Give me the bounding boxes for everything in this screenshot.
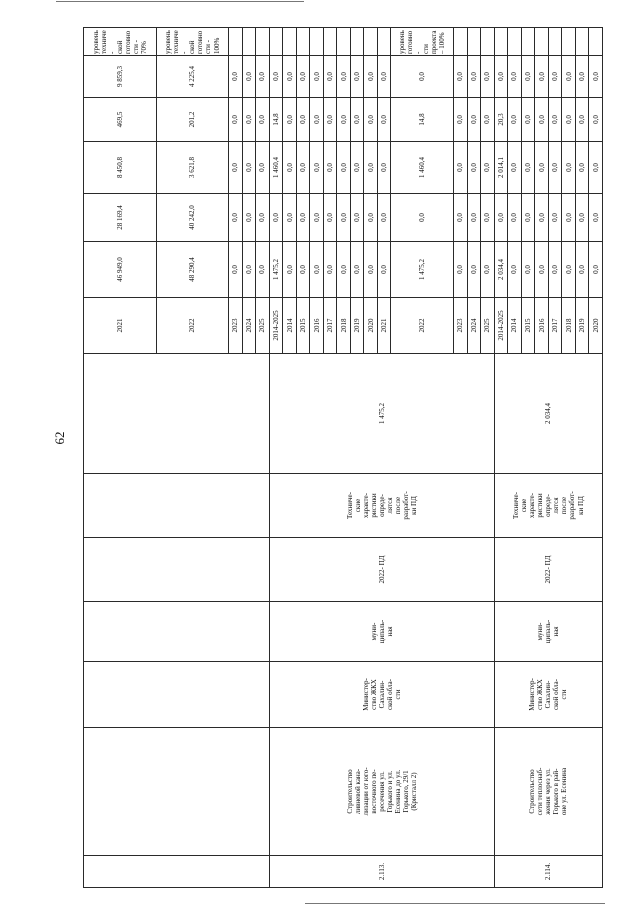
amount-cell: 0,0 — [296, 98, 310, 142]
amount-cell: 0,0 — [391, 194, 454, 242]
year-cell: 2020 — [589, 298, 603, 354]
amount-cell: 0,0 — [481, 98, 495, 142]
table-row — [269, 28, 283, 888]
note-cell — [283, 28, 297, 56]
page-number: 62 — [52, 431, 67, 445]
amount-cell: 0,0 — [454, 194, 468, 242]
note-cell — [256, 28, 270, 56]
year-cell: 2016 — [310, 298, 324, 354]
table-row — [84, 28, 157, 888]
amount-cell: 201,2 — [156, 98, 229, 142]
amount-cell: 0,0 — [575, 56, 589, 98]
amount-cell: 0,0 — [350, 242, 364, 298]
note-cell — [589, 28, 603, 56]
amount-cell: 0,0 — [323, 194, 337, 242]
amount-cell: 0,0 — [589, 142, 603, 194]
year-cell: 2023 — [454, 298, 468, 354]
program-table — [83, 27, 603, 888]
year-cell: 2015 — [521, 298, 535, 354]
amount-cell: 0,0 — [454, 56, 468, 98]
amount-cell: 0,0 — [283, 194, 297, 242]
amount-cell: 0,0 — [562, 56, 576, 98]
item-period: 2022- ПД — [494, 538, 602, 602]
amount-cell: 2 034,4 — [494, 242, 508, 298]
amount-cell: 0,0 — [391, 56, 454, 98]
note-cell — [337, 28, 351, 56]
item-number: 2.113. — [269, 856, 494, 888]
amount-cell: 0,0 — [296, 194, 310, 242]
amount-cell: 0,0 — [467, 98, 481, 142]
note-cell — [242, 28, 256, 56]
amount-cell: 0,0 — [508, 242, 522, 298]
note-cell — [508, 28, 522, 56]
amount-cell: 0,0 — [283, 242, 297, 298]
year-cell: 2014-2025 — [269, 298, 283, 354]
amount-cell: 28 169,4 — [84, 194, 157, 242]
amount-cell: 0,0 — [242, 242, 256, 298]
amount-cell: 0,0 — [350, 98, 364, 142]
year-cell: 2014-2025 — [494, 298, 508, 354]
table-row — [494, 28, 508, 888]
amount-cell: 0,0 — [548, 194, 562, 242]
top-rule — [56, 1, 304, 2]
note-cell: уровень техниче- ской готовности - 70% — [84, 28, 157, 56]
year-cell: 2014 — [283, 298, 297, 354]
note-cell — [269, 28, 283, 56]
amount-cell: 0,0 — [508, 142, 522, 194]
note-cell: уровень техниче- ской готовности - 100% — [156, 28, 229, 56]
amount-cell: 0,0 — [350, 142, 364, 194]
amount-cell: 0,0 — [283, 98, 297, 142]
amount-cell: 1 475,2 — [269, 242, 283, 298]
amount-cell: 0,0 — [377, 242, 391, 298]
note-cell — [481, 28, 495, 56]
amount-cell: 8 450,8 — [84, 142, 157, 194]
amount-cell: 0,0 — [323, 56, 337, 98]
amount-cell: 0,0 — [229, 98, 243, 142]
amount-cell: 0,0 — [535, 194, 549, 242]
amount-cell: 14,8 — [391, 98, 454, 142]
amount-cell: 0,0 — [535, 56, 549, 98]
year-cell: 2025 — [256, 298, 270, 354]
amount-cell: 0,0 — [337, 142, 351, 194]
year-cell: 2019 — [575, 298, 589, 354]
item-specs: Техниче- ские характе- ристики опреде- лятся после разработ- ки ПД — [494, 474, 602, 538]
note-cell — [296, 28, 310, 56]
year-cell: 2019 — [350, 298, 364, 354]
amount-cell: 0,0 — [283, 142, 297, 194]
amount-cell: 0,0 — [589, 98, 603, 142]
amount-cell: 0,0 — [310, 98, 324, 142]
amount-cell: 0,0 — [364, 142, 378, 194]
amount-cell: 0,0 — [494, 56, 508, 98]
amount-cell: 0,0 — [562, 242, 576, 298]
note-cell — [229, 28, 243, 56]
amount-cell: 0,0 — [454, 98, 468, 142]
note-cell — [377, 28, 391, 56]
amount-cell: 0,0 — [310, 242, 324, 298]
amount-cell: 0,0 — [454, 242, 468, 298]
year-cell: 2016 — [535, 298, 549, 354]
item-customer: Министер- ство ЖКХ Сахалин- ской обла- сти — [269, 662, 494, 728]
note-cell — [323, 28, 337, 56]
amount-cell: 0,0 — [454, 142, 468, 194]
amount-cell: 0,0 — [256, 98, 270, 142]
amount-cell: 0,0 — [521, 98, 535, 142]
year-cell: 2014 — [508, 298, 522, 354]
amount-cell: 0,0 — [229, 242, 243, 298]
cost-cell — [84, 354, 270, 474]
amount-cell: 0,0 — [575, 142, 589, 194]
amount-cell: 0,0 — [310, 142, 324, 194]
note-cell — [535, 28, 549, 56]
amount-cell: 20,3 — [494, 98, 508, 142]
item-number: 2.114. — [494, 856, 602, 888]
amount-cell: 0,0 — [521, 242, 535, 298]
amount-cell: 0,0 — [256, 56, 270, 98]
item-customer: Министер- ство ЖКХ Сахалин- ской обла- сти — [494, 662, 602, 728]
amount-cell: 0,0 — [562, 98, 576, 142]
note-cell — [562, 28, 576, 56]
amount-cell: 0,0 — [575, 242, 589, 298]
year-cell: 2015 — [296, 298, 310, 354]
name-cell — [84, 728, 270, 856]
note-cell: уровень готовно- сти проекта – 100% — [391, 28, 454, 56]
year-cell: 2022 — [156, 298, 229, 354]
amount-cell: 0,0 — [481, 142, 495, 194]
amount-cell: 469,5 — [84, 98, 157, 142]
year-cell: 2025 — [481, 298, 495, 354]
customer-cell — [84, 662, 270, 728]
year-cell: 2024 — [242, 298, 256, 354]
amount-cell: 0,0 — [575, 98, 589, 142]
amount-cell: 0,0 — [242, 98, 256, 142]
amount-cell: 0,0 — [562, 194, 576, 242]
amount-cell: 0,0 — [535, 142, 549, 194]
amount-cell: 0,0 — [481, 242, 495, 298]
table-body — [84, 28, 603, 888]
specs-cell — [84, 474, 270, 538]
note-cell — [454, 28, 468, 56]
amount-cell: 0,0 — [508, 56, 522, 98]
amount-cell: 0,0 — [229, 56, 243, 98]
amount-cell: 0,0 — [364, 194, 378, 242]
amount-cell: 0,0 — [521, 194, 535, 242]
amount-cell: 0,0 — [548, 142, 562, 194]
amount-cell: 1 460,4 — [269, 142, 283, 194]
amount-cell: 0,0 — [481, 194, 495, 242]
amount-cell: 1 475,2 — [391, 242, 454, 298]
amount-cell: 4 225,4 — [156, 56, 229, 98]
amount-cell: 0,0 — [310, 56, 324, 98]
amount-cell: 0,0 — [296, 56, 310, 98]
item-ownership: муни- ципаль- ная — [494, 602, 602, 662]
item-specs: Техниче- ские характе- ристики опреде- лятся после разработ- ки ПД — [269, 474, 494, 538]
item-name: Строительство сети теплоснаб- жения через ул. Горького в рай- оне ул. Есенина — [494, 728, 602, 856]
amount-cell: 0,0 — [535, 98, 549, 142]
amount-cell: 0,0 — [323, 98, 337, 142]
note-cell — [467, 28, 481, 56]
amount-cell: 0,0 — [467, 242, 481, 298]
amount-cell: 0,0 — [242, 56, 256, 98]
year-cell: 2017 — [323, 298, 337, 354]
amount-cell: 0,0 — [242, 194, 256, 242]
note-cell — [494, 28, 508, 56]
amount-cell: 2 014,1 — [494, 142, 508, 194]
amount-cell: 0,0 — [350, 194, 364, 242]
amount-cell: 0,0 — [467, 194, 481, 242]
amount-cell: 0,0 — [481, 56, 495, 98]
amount-cell: 0,0 — [467, 56, 481, 98]
amount-cell: 0,0 — [548, 56, 562, 98]
amount-cell: 0,0 — [256, 142, 270, 194]
year-cell: 2017 — [548, 298, 562, 354]
year-cell: 2023 — [229, 298, 243, 354]
amount-cell: 0,0 — [229, 194, 243, 242]
amount-cell: 0,0 — [377, 194, 391, 242]
amount-cell: 0,0 — [283, 56, 297, 98]
amount-cell: 0,0 — [377, 98, 391, 142]
bottom-rule — [305, 903, 605, 904]
note-cell — [521, 28, 535, 56]
amount-cell: 0,0 — [256, 194, 270, 242]
amount-cell: 0,0 — [242, 142, 256, 194]
amount-cell: 0,0 — [337, 98, 351, 142]
note-cell — [575, 28, 589, 56]
amount-cell: 0,0 — [535, 242, 549, 298]
amount-cell: 0,0 — [229, 142, 243, 194]
amount-cell: 0,0 — [377, 56, 391, 98]
amount-cell: 0,0 — [364, 56, 378, 98]
amount-cell: 0,0 — [350, 56, 364, 98]
amount-cell: 0,0 — [467, 142, 481, 194]
year-cell: 2021 — [377, 298, 391, 354]
year-cell: 2021 — [84, 298, 157, 354]
amount-cell: 0,0 — [323, 142, 337, 194]
item-ownership: муни- ципаль- ная — [269, 602, 494, 662]
amount-cell: 0,0 — [508, 98, 522, 142]
item-cost: 1 475,2 — [269, 354, 494, 474]
amount-cell: 0,0 — [323, 242, 337, 298]
amount-cell: 48 290,4 — [156, 242, 229, 298]
amount-cell: 46 949,0 — [84, 242, 157, 298]
amount-cell: 0,0 — [589, 194, 603, 242]
amount-cell: 0,0 — [337, 56, 351, 98]
amount-cell: 0,0 — [521, 142, 535, 194]
year-cell: 2018 — [337, 298, 351, 354]
period-cell — [84, 538, 270, 602]
note-cell — [364, 28, 378, 56]
ownership-cell — [84, 602, 270, 662]
amount-cell: 0,0 — [296, 142, 310, 194]
rotated-table-wrapper — [83, 28, 603, 888]
item-name: Строительство ливневой кана- лизации от юго- восточного пе- ресечения ул. Горького и ул. Есенина до ул. Горького, 29/1 (Кристалл 2) — [269, 728, 494, 856]
amount-cell: 0,0 — [337, 242, 351, 298]
amount-cell: 0,0 — [364, 242, 378, 298]
amount-cell: 0,0 — [589, 242, 603, 298]
note-cell — [310, 28, 324, 56]
amount-cell: 40 242,0 — [156, 194, 229, 242]
amount-cell: 0,0 — [575, 194, 589, 242]
amount-cell: 0,0 — [269, 56, 283, 98]
amount-cell: 0,0 — [296, 242, 310, 298]
amount-cell: 0,0 — [508, 194, 522, 242]
amount-cell: 14,8 — [269, 98, 283, 142]
amount-cell: 0,0 — [377, 142, 391, 194]
amount-cell: 9 859,3 — [84, 56, 157, 98]
num-cell — [84, 856, 270, 888]
amount-cell: 0,0 — [521, 56, 535, 98]
year-cell: 2022 — [391, 298, 454, 354]
item-period: 2022- ПД — [269, 538, 494, 602]
year-cell: 2024 — [467, 298, 481, 354]
amount-cell: 0,0 — [310, 194, 324, 242]
amount-cell: 1 460,4 — [391, 142, 454, 194]
note-cell — [548, 28, 562, 56]
amount-cell: 3 621,8 — [156, 142, 229, 194]
year-cell: 2020 — [364, 298, 378, 354]
amount-cell: 0,0 — [337, 194, 351, 242]
note-cell — [350, 28, 364, 56]
amount-cell: 0,0 — [562, 142, 576, 194]
amount-cell: 0,0 — [548, 98, 562, 142]
amount-cell: 0,0 — [364, 98, 378, 142]
amount-cell: 0,0 — [548, 242, 562, 298]
year-cell: 2018 — [562, 298, 576, 354]
amount-cell: 0,0 — [494, 194, 508, 242]
amount-cell: 0,0 — [589, 56, 603, 98]
item-cost: 2 034,4 — [494, 354, 602, 474]
amount-cell: 0,0 — [269, 194, 283, 242]
amount-cell: 0,0 — [256, 242, 270, 298]
